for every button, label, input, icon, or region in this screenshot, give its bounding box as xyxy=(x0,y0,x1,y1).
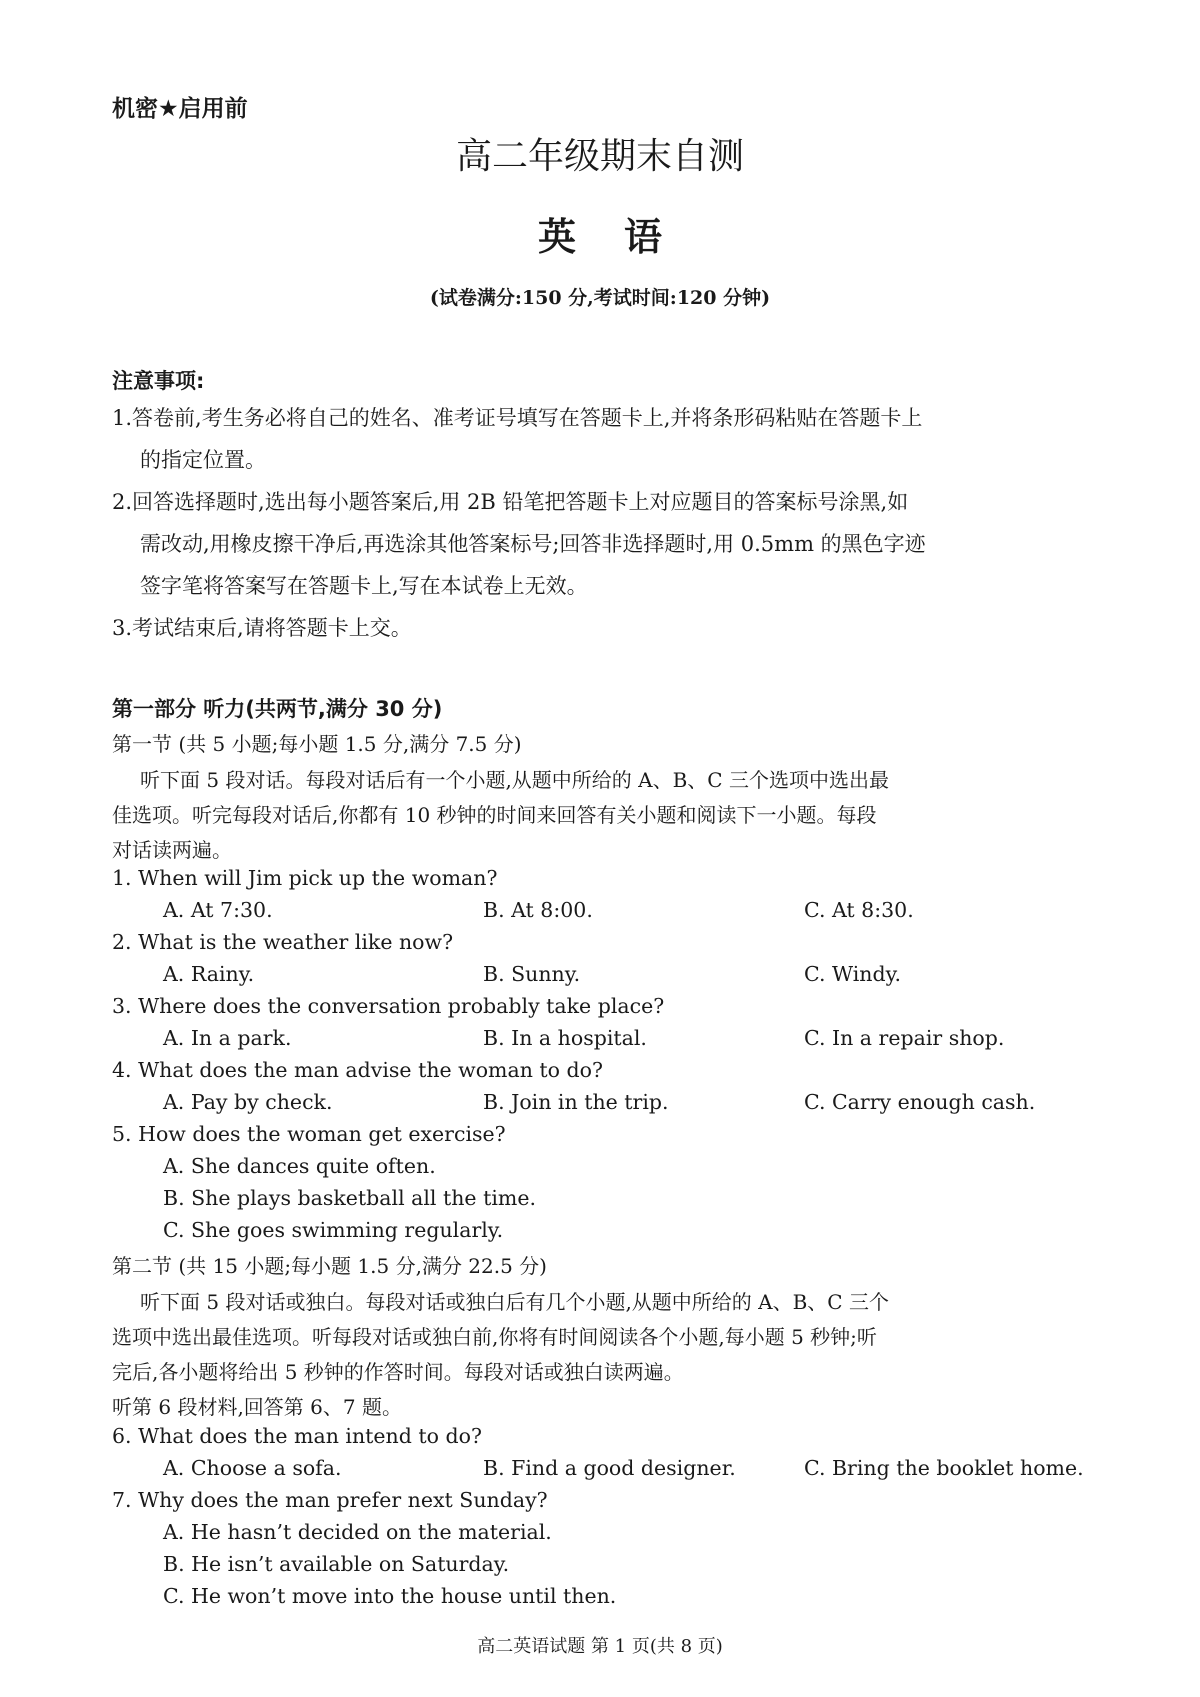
q3-option-a: A. In a park. xyxy=(163,1026,292,1050)
q4-option-a: A. Pay by check. xyxy=(163,1090,333,1114)
q2-option-a: A. Rainy. xyxy=(163,962,255,986)
question-3: 3. Where does the conversation probably take place? xyxy=(112,994,665,1018)
section2-title: 第二节 (共 15 小题;每小题 1.5 分,满分 22.5 分) xyxy=(112,1254,547,1278)
confidential-label: 机密★启用前 xyxy=(112,96,248,122)
section2-instructions-1: 听下面 5 段对话或独白。每段对话或独白后有几个小题,从题中所给的 A、B、C 三个 xyxy=(140,1290,889,1314)
q1-option-c: C. At 8:30. xyxy=(804,898,914,922)
q7-option-c: C. He won’t move into the house until then. xyxy=(163,1584,617,1608)
q2-option-c: C. Windy. xyxy=(804,962,901,986)
note-1-line-1: 1.答卷前,考生务必将自己的姓名、准考证号填写在答题卡上,并将条形码粘贴在答题卡上 xyxy=(112,406,923,430)
note-2-line-2: 需改动,用橡皮擦干净后,再选涂其他答案标号;回答非选择题时,用 0.5mm 的黑色字迹 xyxy=(140,532,926,556)
part1-title: 第一部分 听力(共两节,满分 30 分) xyxy=(112,697,443,721)
question-4: 4. What does the man advise the woman to do? xyxy=(112,1058,603,1082)
q4-option-c: C. Carry enough cash. xyxy=(804,1090,1036,1114)
q6-option-b: B. Find a good designer. xyxy=(483,1456,736,1480)
q1-option-b: B. At 8:00. xyxy=(483,898,593,922)
note-2-line-1: 2.回答选择题时,选出每小题答案后,用 2B 铅笔把答题卡上对应题目的答案标号涂黑,如 xyxy=(112,490,909,514)
q5-option-c: C. She goes swimming regularly. xyxy=(163,1218,504,1242)
material-6-label: 听第 6 段材料,回答第 6、7 题。 xyxy=(112,1395,402,1419)
q3-option-b: B. In a hospital. xyxy=(483,1026,647,1050)
q5-option-a: A. She dances quite often. xyxy=(163,1154,436,1178)
question-6: 6. What does the man intend to do? xyxy=(112,1424,482,1448)
q1-option-a: A. At 7:30. xyxy=(163,898,273,922)
exam-meta: (试卷满分:150 分,考试时间:120 分钟) xyxy=(429,287,771,309)
question-1: 1. When will Jim pick up the woman? xyxy=(112,866,498,890)
note-3-line-1: 3.考试结束后,请将答题卡上交。 xyxy=(112,616,412,640)
q2-option-b: B. Sunny. xyxy=(483,962,581,986)
section1-instructions-1: 听下面 5 段对话。每段对话后有一个小题,从题中所给的 A、B、C 三个选项中选出最 xyxy=(140,768,889,792)
exam-title: 高二年级期末自测 xyxy=(455,136,744,177)
page-footer: 高二英语试题 第 1 页(共 8 页) xyxy=(477,1636,723,1657)
subject-title: 英语 xyxy=(537,215,710,259)
note-2-line-3: 签字笔将答案写在答题卡上,写在本试卷上无效。 xyxy=(140,574,588,598)
q3-option-c: C. In a repair shop. xyxy=(804,1026,1005,1050)
note-1-line-2: 的指定位置。 xyxy=(140,448,266,472)
q4-option-b: B. Join in the trip. xyxy=(483,1090,669,1114)
section1-instructions-2: 佳选项。听完每段对话后,你都有 10 秒钟的时间来回答有关小题和阅读下一小题。每段 xyxy=(112,803,877,827)
section1-title: 第一节 (共 5 小题;每小题 1.5 分,满分 7.5 分) xyxy=(112,732,522,756)
notes-title: 注意事项: xyxy=(112,369,205,393)
question-2: 2. What is the weather like now? xyxy=(112,930,454,954)
question-5: 5. How does the woman get exercise? xyxy=(112,1122,506,1146)
q6-option-a: A. Choose a sofa. xyxy=(163,1456,342,1480)
q7-option-b: B. He isn’t available on Saturday. xyxy=(163,1552,510,1576)
section2-instructions-3: 完后,各小题将给出 5 秒钟的作答时间。每段对话或独白读两遍。 xyxy=(112,1360,684,1384)
q6-option-c: C. Bring the booklet home. xyxy=(804,1456,1084,1480)
question-7: 7. Why does the man prefer next Sunday? xyxy=(112,1488,548,1512)
q5-option-b: B. She plays basketball all the time. xyxy=(163,1186,536,1210)
section1-instructions-3: 对话读两遍。 xyxy=(112,838,232,862)
q7-option-a: A. He hasn’t decided on the material. xyxy=(163,1520,552,1544)
section2-instructions-2: 选项中选出最佳选项。听每段对话或独白前,你将有时间阅读各个小题,每小题 5 秒钟;听 xyxy=(112,1325,877,1349)
